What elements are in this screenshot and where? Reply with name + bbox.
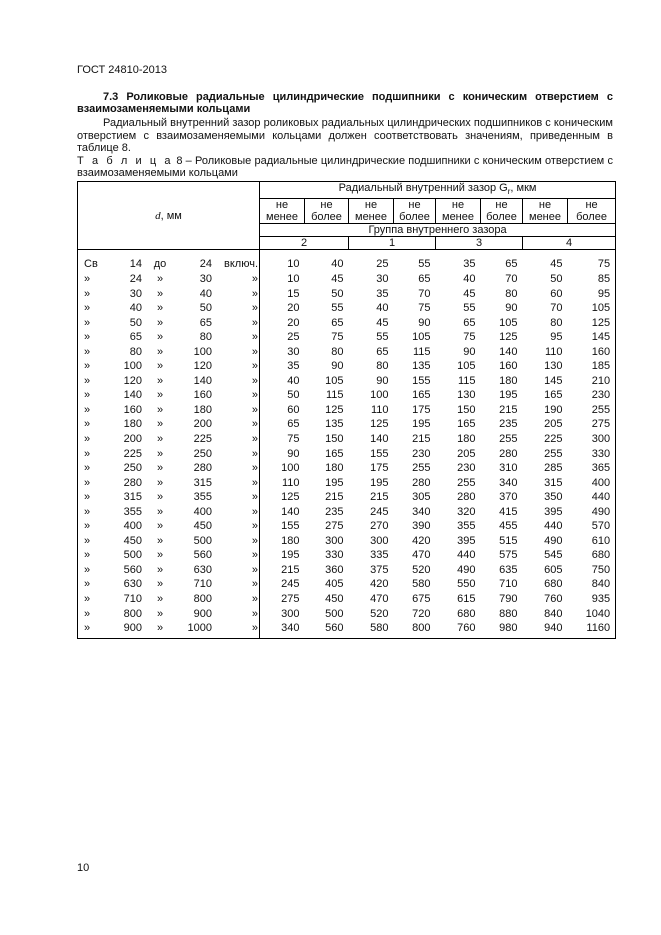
diameter-range-cell: » 30 » 40 »	[78, 286, 260, 301]
clearance-value-cell: 570	[568, 519, 616, 534]
clearance-value-cell: 150	[325, 433, 344, 446]
clearance-value-cell: 65	[376, 345, 389, 358]
clearance-value-cell: 680	[457, 607, 476, 620]
clearance-value-cell: 440	[544, 520, 563, 533]
clearance-value-cell: 75	[260, 432, 305, 447]
clearance-value-cell: 125	[499, 331, 518, 344]
clearance-value-cell: 305	[412, 491, 431, 504]
clearance-value-cell: 230	[457, 462, 476, 475]
diameter-range-cell: » 24 » 30 »	[78, 272, 260, 287]
body-paragraph: Радиальный внутренний зазор роликовых радиальных цилиндрических подшипников с коническим отверстием с взаимозаменяемыми кольцами должен соответствовать значениям, приведенным в таблице 8.	[77, 117, 613, 154]
clearance-value-cell: 880	[499, 607, 518, 620]
clearance-value-cell: 100	[370, 389, 389, 402]
clearance-value-cell: 605	[544, 563, 563, 576]
diameter-range-cell: » 500 » 560 »	[78, 548, 260, 563]
clearance-value-cell: 280	[457, 491, 476, 504]
clearance-value-cell: 190	[544, 403, 563, 416]
clearance-value-cell: 155	[260, 519, 305, 534]
table-row	[78, 315, 616, 330]
table-row	[78, 606, 616, 621]
clearance-value-cell: 50	[331, 287, 344, 300]
clearance-value-cell: 270	[370, 520, 389, 533]
table-row	[78, 301, 616, 316]
clearance-value-cell: 455	[499, 520, 518, 533]
clearance-value-cell: 55	[463, 302, 476, 315]
table-row	[78, 534, 616, 549]
clearance-value-cell: 115	[412, 345, 431, 358]
clearance-value-cell: 125	[568, 315, 616, 330]
clearance-value-cell: 180	[457, 433, 476, 446]
clearance-value-cell: 125	[370, 418, 389, 431]
clearance-value-cell: 390	[412, 520, 431, 533]
diameter-range-cell: » 140 » 160 »	[78, 388, 260, 403]
clearance-value-cell: 55	[331, 302, 344, 315]
not-more-header: не более	[568, 199, 616, 224]
clearance-value-cell: 940	[523, 621, 568, 639]
clearance-value-cell: 165	[325, 447, 344, 460]
clearance-value-cell: 205	[457, 447, 476, 460]
page-number: 10	[77, 862, 90, 874]
table-row	[78, 388, 616, 403]
not-less-header: не менее	[523, 199, 568, 224]
clearance-value-cell: 275	[325, 520, 344, 533]
clearance-value-cell: 560	[305, 621, 349, 639]
clearance-value-cell: 110	[260, 475, 305, 490]
clearance-value-cell: 180	[325, 462, 344, 475]
table-row	[78, 432, 616, 447]
clearance-value-cell: 95	[568, 286, 616, 301]
clearance-value-cell: 215	[260, 563, 305, 578]
diameter-range-cell: » 800 » 900 »	[78, 606, 260, 621]
table-row	[78, 330, 616, 345]
table-row	[78, 592, 616, 607]
clearance-value-cell: 1160	[568, 621, 616, 639]
table-row	[78, 519, 616, 534]
clearance-value-cell: 105	[568, 301, 616, 316]
diameter-range-cell: » 710 » 800 »	[78, 592, 260, 607]
clearance-value-cell: 60	[260, 403, 305, 418]
clearance-value-cell: 105	[325, 374, 344, 387]
clearance-value-cell: 10	[260, 272, 305, 287]
clearance-value-cell: 210	[568, 374, 616, 389]
clearance-value-cell: 155	[370, 447, 389, 460]
clearance-value-cell: 545	[544, 549, 563, 562]
clearance-value-cell: 580	[349, 621, 394, 639]
clearance-value-cell: 125	[260, 490, 305, 505]
clearance-value-cell: 205	[544, 418, 563, 431]
table-row	[78, 272, 616, 287]
clearance-value-cell: 760	[436, 621, 481, 639]
clearance-value-cell: 165	[544, 389, 563, 402]
clearance-value-cell: 75	[418, 302, 431, 315]
clearance-value-cell: 90	[376, 374, 389, 387]
clearance-value-cell: 440	[568, 490, 616, 505]
clearance-value-cell: 90	[505, 302, 518, 315]
clearance-value-cell: 340	[260, 621, 305, 639]
table-row	[78, 403, 616, 418]
clearance-value-cell: 30	[260, 344, 305, 359]
table-caption: Т а б л и ц а 8 – Роликовые радиальные цилиндрические подшипники с коническим отверстием с взаимозаменяемыми кольцами	[77, 155, 613, 179]
diameter-range-cell: » 450 » 500 »	[78, 534, 260, 549]
table-row	[78, 475, 616, 490]
clearance-value-cell: 340	[412, 505, 431, 518]
clearance-value-cell: 235	[325, 505, 344, 518]
clearance-value-cell: 45	[376, 316, 389, 329]
clearance-value-cell: 75	[463, 331, 476, 344]
clearance-value-cell: 50	[260, 388, 305, 403]
table-row	[78, 286, 616, 301]
clearance-value-cell: 355	[457, 520, 476, 533]
clearance-value-cell: 275	[260, 592, 305, 607]
clearance-value-cell: 315	[544, 476, 563, 489]
clearance-value-cell: 165	[412, 389, 431, 402]
clearance-value-cell: 255	[412, 462, 431, 475]
clearance-value-cell: 105	[457, 360, 476, 373]
clearance-value-cell: 230	[568, 388, 616, 403]
group-label: 1	[349, 237, 436, 250]
group-label: 3	[436, 237, 523, 250]
clearance-value-cell: 245	[370, 505, 389, 518]
clearance-value-cell: 25	[260, 330, 305, 345]
clearance-value-cell: 195	[370, 476, 389, 489]
clearance-value-cell: 310	[499, 462, 518, 475]
group-header: Группа внутреннего зазора	[260, 224, 616, 237]
clearance-value-cell: 80	[376, 360, 389, 373]
not-less-header: не менее	[349, 199, 394, 224]
clearance-value-cell: 490	[568, 504, 616, 519]
clearance-value-cell: 140	[260, 504, 305, 519]
clearance-value-cell: 365	[568, 461, 616, 476]
clearance-value-cell: 470	[412, 549, 431, 562]
clearance-value-cell: 395	[544, 505, 563, 518]
clearance-value-cell: 550	[457, 578, 476, 591]
clearance-value-cell: 195	[412, 418, 431, 431]
clearance-value-cell: 230	[412, 447, 431, 460]
clearance-value-cell: 105	[499, 316, 518, 329]
clearance-value-cell: 500	[325, 607, 344, 620]
table-row	[78, 446, 616, 461]
not-more-header: не более	[394, 199, 436, 224]
clearance-value-cell: 350	[544, 491, 563, 504]
diameter-range-cell: » 355 » 400 »	[78, 504, 260, 519]
clearance-value-cell: 675	[412, 593, 431, 606]
clearance-value-cell: 215	[412, 433, 431, 446]
clearance-value-cell: 470	[370, 593, 389, 606]
clearance-value-cell: 395	[457, 534, 476, 547]
not-more-header: не более	[305, 199, 349, 224]
table-row	[78, 461, 616, 476]
clearance-value-cell: 15	[260, 286, 305, 301]
diameter-range-cell: » 560 » 630 »	[78, 563, 260, 578]
clearance-value-cell: 30	[376, 273, 389, 285]
table-row	[78, 563, 616, 578]
clearance-value-cell: 70	[418, 287, 431, 300]
document-header: ГОСТ 24810-2013	[77, 64, 167, 76]
clearance-value-cell: 800	[394, 621, 436, 639]
clearance-value-cell: 195	[499, 389, 518, 402]
clearance-value-cell: 610	[568, 534, 616, 549]
clearance-value-cell: 70	[505, 273, 518, 285]
clearance-value-cell: 185	[568, 359, 616, 374]
diameter-range-cell: » 200 » 225 »	[78, 432, 260, 447]
clearance-value-cell: 840	[544, 607, 563, 620]
clearance-value-cell: 90	[463, 345, 476, 358]
clearance-value-cell: 65	[260, 417, 305, 432]
clearance-value-cell: 80	[331, 345, 344, 358]
table-row	[78, 490, 616, 505]
diameter-range-cell: » 160 » 180 »	[78, 403, 260, 418]
clearance-value-cell: 35	[463, 258, 476, 271]
clearance-value-cell: 25	[376, 258, 389, 271]
clearance-value-cell: 145	[568, 330, 616, 345]
clearance-value-cell: 40	[260, 374, 305, 389]
clearance-value-cell: 840	[568, 577, 616, 592]
diameter-range-cell: » 630 » 710 »	[78, 577, 260, 592]
clearance-value-cell: 180	[260, 534, 305, 549]
clearance-value-cell: 215	[499, 403, 518, 416]
clearance-value-cell: 520	[412, 563, 431, 576]
clearance-value-cell: 140	[370, 433, 389, 446]
clearance-value-cell: 10	[260, 250, 305, 272]
clearance-value-cell: 285	[544, 462, 563, 475]
diameter-range-cell: » 120 » 140 »	[78, 374, 260, 389]
clearance-value-cell: 790	[499, 593, 518, 606]
table-row	[78, 621, 616, 639]
clearance-value-cell: 300	[260, 606, 305, 621]
clearance-value-cell: 110	[544, 345, 563, 358]
clearance-value-cell: 40	[376, 302, 389, 315]
clearance-value-cell: 40	[331, 258, 344, 271]
clearance-value-cell: 375	[370, 563, 389, 576]
clearance-value-cell: 90	[260, 446, 305, 461]
clearance-value-cell: 135	[325, 418, 344, 431]
clearance-value-cell: 520	[370, 607, 389, 620]
diameter-range-cell: » 225 » 250 »	[78, 446, 260, 461]
clearance-value-cell: 160	[499, 360, 518, 373]
clearance-value-cell: 70	[550, 302, 563, 315]
clearance-value-cell: 1040	[568, 606, 616, 621]
clearance-value-cell: 320	[457, 505, 476, 518]
clearance-value-cell: 145	[544, 374, 563, 387]
table-row	[78, 417, 616, 432]
clearance-value-cell: 575	[499, 549, 518, 562]
clearance-value-cell: 180	[499, 374, 518, 387]
clearance-value-cell: 110	[370, 403, 389, 416]
table-row	[78, 250, 616, 272]
clearance-value-cell: 370	[499, 491, 518, 504]
clearance-value-cell: 415	[499, 505, 518, 518]
clearance-value-cell: 750	[568, 563, 616, 578]
clearance-value-cell: 175	[370, 462, 389, 475]
not-less-header: не менее	[260, 199, 305, 224]
clearance-value-cell: 55	[418, 258, 431, 271]
clearance-value-cell: 635	[499, 563, 518, 576]
clearance-value-cell: 90	[418, 316, 431, 329]
clearance-value-cell: 65	[463, 316, 476, 329]
clearance-value-cell: 75	[331, 331, 344, 344]
clearance-value-cell: 80	[505, 287, 518, 300]
clearance-value-cell: 130	[544, 360, 563, 373]
clearance-value-cell: 125	[325, 403, 344, 416]
clearance-value-cell: 195	[325, 476, 344, 489]
clearance-value-cell: 75	[568, 250, 616, 272]
clearance-value-cell: 55	[376, 331, 389, 344]
clearance-value-cell: 45	[463, 287, 476, 300]
clearance-value-cell: 420	[370, 578, 389, 591]
diameter-range-cell: Св 14 до 24 включ.	[78, 250, 260, 272]
clearance-value-cell: 105	[412, 331, 431, 344]
clearance-value-cell: 100	[260, 461, 305, 476]
clearance-value-cell: 195	[260, 548, 305, 563]
clearance-value-cell: 680	[568, 548, 616, 563]
clearance-value-cell: 300	[370, 534, 389, 547]
diameter-range-cell: » 900 » 1000 »	[78, 621, 260, 639]
clearance-value-cell: 255	[457, 476, 476, 489]
clearance-value-cell: 245	[260, 577, 305, 592]
clearance-value-cell: 235	[499, 418, 518, 431]
clearance-value-cell: 280	[412, 476, 431, 489]
clearance-value-cell: 95	[550, 331, 563, 344]
clearance-value-cell: 45	[331, 273, 344, 285]
diameter-header: d, мм	[78, 182, 260, 250]
clearance-value-cell: 300	[568, 432, 616, 447]
clearance-value-cell: 440	[457, 549, 476, 562]
diameter-range-cell: » 280 » 315 »	[78, 475, 260, 490]
diameter-range-cell: » 100 » 120 »	[78, 359, 260, 374]
clearance-table	[77, 181, 616, 639]
clearance-value-cell: 255	[499, 433, 518, 446]
clearance-value-cell: 255	[568, 403, 616, 418]
section-title: 7.3 Роликовые радиальные цилиндрические подшипники с коническим отверстием с взаимозаменяемыми кольцами	[77, 91, 613, 115]
clearance-value-cell: 60	[550, 287, 563, 300]
diameter-range-cell: » 400 » 450 »	[78, 519, 260, 534]
clearance-value-cell: 405	[325, 578, 344, 591]
clearance-value-cell: 515	[499, 534, 518, 547]
clearance-header: Радиальный внутренний зазор $G_r$, мкм	[260, 182, 616, 199]
clearance-value-cell: 50	[550, 273, 563, 285]
clearance-value-cell: 20	[260, 315, 305, 330]
clearance-value-cell: 130	[457, 389, 476, 402]
clearance-value-cell: 300	[325, 534, 344, 547]
clearance-value-cell: 420	[412, 534, 431, 547]
table-row	[78, 577, 616, 592]
clearance-value-cell: 65	[331, 316, 344, 329]
clearance-value-cell: 165	[457, 418, 476, 431]
clearance-value-cell: 280	[499, 447, 518, 460]
clearance-value-cell: 90	[331, 360, 344, 373]
clearance-value-cell: 710	[499, 578, 518, 591]
clearance-value-cell: 155	[412, 374, 431, 387]
clearance-value-cell: 160	[568, 344, 616, 359]
clearance-value-cell: 340	[499, 476, 518, 489]
group-label: 2	[260, 237, 349, 250]
not-more-header: не более	[481, 199, 523, 224]
table-row	[78, 359, 616, 374]
clearance-value-cell: 80	[550, 316, 563, 329]
clearance-value-cell: 115	[457, 374, 476, 387]
clearance-value-cell: 40	[463, 273, 476, 285]
diameter-range-cell: » 80 » 100 »	[78, 344, 260, 359]
diameter-range-cell: » 315 » 355 »	[78, 490, 260, 505]
group-label: 4	[523, 237, 616, 250]
clearance-value-cell: 175	[412, 403, 431, 416]
diameter-range-cell: » 50 » 65 »	[78, 315, 260, 330]
table-row	[78, 344, 616, 359]
clearance-value-cell: 680	[544, 578, 563, 591]
clearance-value-cell: 450	[325, 593, 344, 606]
clearance-value-cell: 20	[260, 301, 305, 316]
clearance-value-cell: 115	[325, 389, 344, 402]
diameter-range-cell: » 250 » 280 »	[78, 461, 260, 476]
table-row	[78, 374, 616, 389]
clearance-value-cell: 330	[568, 446, 616, 461]
clearance-value-cell: 275	[568, 417, 616, 432]
clearance-value-cell: 150	[457, 403, 476, 416]
clearance-value-cell: 935	[568, 592, 616, 607]
clearance-value-cell: 615	[457, 593, 476, 606]
clearance-value-cell: 400	[568, 475, 616, 490]
clearance-value-cell: 65	[505, 258, 518, 271]
clearance-value-cell: 45	[550, 258, 563, 271]
table-row	[78, 504, 616, 519]
table-row	[78, 548, 616, 563]
clearance-value-cell: 85	[568, 272, 616, 287]
clearance-value-cell: 225	[544, 433, 563, 446]
not-less-header: не менее	[436, 199, 481, 224]
clearance-value-cell: 360	[325, 563, 344, 576]
diameter-range-cell: » 40 » 50 »	[78, 301, 260, 316]
clearance-value-cell: 215	[370, 491, 389, 504]
clearance-value-cell: 490	[544, 534, 563, 547]
clearance-value-cell: 35	[376, 287, 389, 300]
clearance-value-cell: 720	[412, 607, 431, 620]
clearance-value-cell: 580	[412, 578, 431, 591]
clearance-value-cell: 140	[499, 345, 518, 358]
diameter-range-cell: » 65 » 80 »	[78, 330, 260, 345]
clearance-value-cell: 980	[481, 621, 523, 639]
clearance-value-cell: 490	[457, 563, 476, 576]
clearance-value-cell: 760	[544, 593, 563, 606]
clearance-value-cell: 255	[544, 447, 563, 460]
clearance-value-cell: 215	[325, 491, 344, 504]
clearance-value-cell: 330	[325, 549, 344, 562]
diameter-range-cell: » 180 » 200 »	[78, 417, 260, 432]
clearance-value-cell: 335	[370, 549, 389, 562]
clearance-value-cell: 65	[418, 273, 431, 285]
clearance-value-cell: 135	[412, 360, 431, 373]
clearance-value-cell: 35	[260, 359, 305, 374]
